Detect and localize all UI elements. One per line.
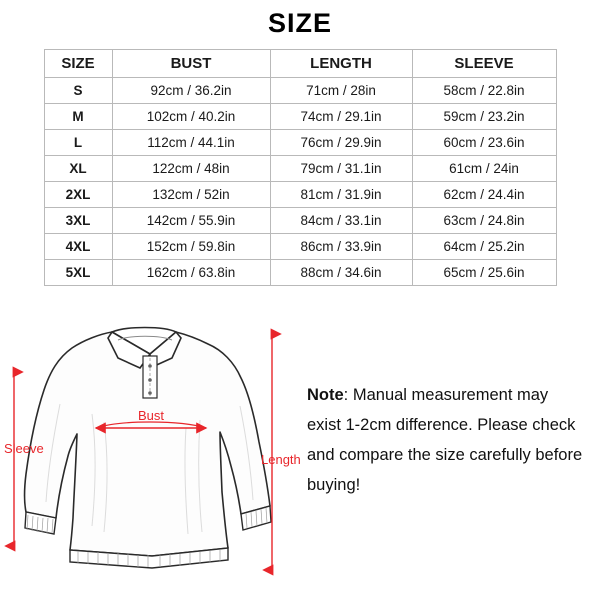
table-row — [44, 208, 556, 234]
cell-size: 3XL — [44, 208, 112, 234]
table-row — [44, 104, 556, 130]
cell-sleeve: 63cm / 24.8in — [412, 208, 556, 234]
table-row — [44, 156, 556, 182]
cell-bust: 132cm / 52in — [112, 182, 270, 208]
table-row — [44, 234, 556, 260]
cell-length: 74cm / 29.1in — [270, 104, 412, 130]
column-header-size: SIZE — [44, 50, 112, 78]
cell-length: 76cm / 29.9in — [270, 130, 412, 156]
cell-sleeve: 59cm / 23.2in — [412, 104, 556, 130]
note-text: : Manual measurement may exist 1-2cm difference. Please check and compare the size carefully before buying! — [307, 386, 583, 494]
column-header-length: LENGTH — [270, 50, 412, 78]
cell-bust: 162cm / 63.8in — [112, 260, 270, 286]
table-row — [44, 130, 556, 156]
measurement-note — [307, 380, 585, 500]
cell-size: M — [44, 104, 112, 130]
cell-sleeve: 64cm / 25.2in — [412, 234, 556, 260]
garment-diagram — [0, 294, 300, 584]
polo-shirt-illustration — [0, 294, 300, 584]
page-title: SIZE — [267, 8, 332, 38]
cell-sleeve: 65cm / 25.6in — [412, 260, 556, 286]
cell-bust: 92cm / 36.2in — [112, 78, 270, 104]
length-label: Length — [261, 452, 301, 467]
cell-size: 5XL — [44, 260, 112, 286]
table-row — [44, 78, 556, 104]
cell-bust: 112cm / 44.1in — [112, 130, 270, 156]
cell-sleeve: 62cm / 24.4in — [412, 182, 556, 208]
cell-length: 88cm / 34.6in — [270, 260, 412, 286]
cell-sleeve: 58cm / 22.8in — [412, 78, 556, 104]
cell-size: S — [44, 78, 112, 104]
cell-length: 84cm / 33.1in — [270, 208, 412, 234]
column-header-sleeve: SLEEVE — [412, 50, 556, 78]
cell-sleeve: 60cm / 23.6in — [412, 130, 556, 156]
cell-size: 4XL — [44, 234, 112, 260]
cell-bust: 152cm / 59.8in — [112, 234, 270, 260]
cell-length: 86cm / 33.9in — [270, 234, 412, 260]
cell-bust: 102cm / 40.2in — [112, 104, 270, 130]
cell-size: XL — [44, 156, 112, 182]
size-table — [44, 49, 557, 286]
table-row — [44, 182, 556, 208]
column-header-bust: BUST — [112, 50, 270, 78]
cell-length: 71cm / 28in — [270, 78, 412, 104]
table-row — [44, 260, 556, 286]
cell-length: 81cm / 31.9in — [270, 182, 412, 208]
sleeve-label: Sleeve — [4, 441, 44, 456]
table-header-row — [44, 50, 556, 78]
measurement-diagram-section — [0, 294, 600, 584]
cell-bust: 142cm / 55.9in — [112, 208, 270, 234]
cell-length: 79cm / 31.1in — [270, 156, 412, 182]
cell-size: L — [44, 130, 112, 156]
bust-label: Bust — [138, 408, 165, 423]
cell-size: 2XL — [44, 182, 112, 208]
cell-sleeve: 61cm / 24in — [412, 156, 556, 182]
note-lead: Note — [307, 386, 344, 404]
cell-bust: 122cm / 48in — [112, 156, 270, 182]
